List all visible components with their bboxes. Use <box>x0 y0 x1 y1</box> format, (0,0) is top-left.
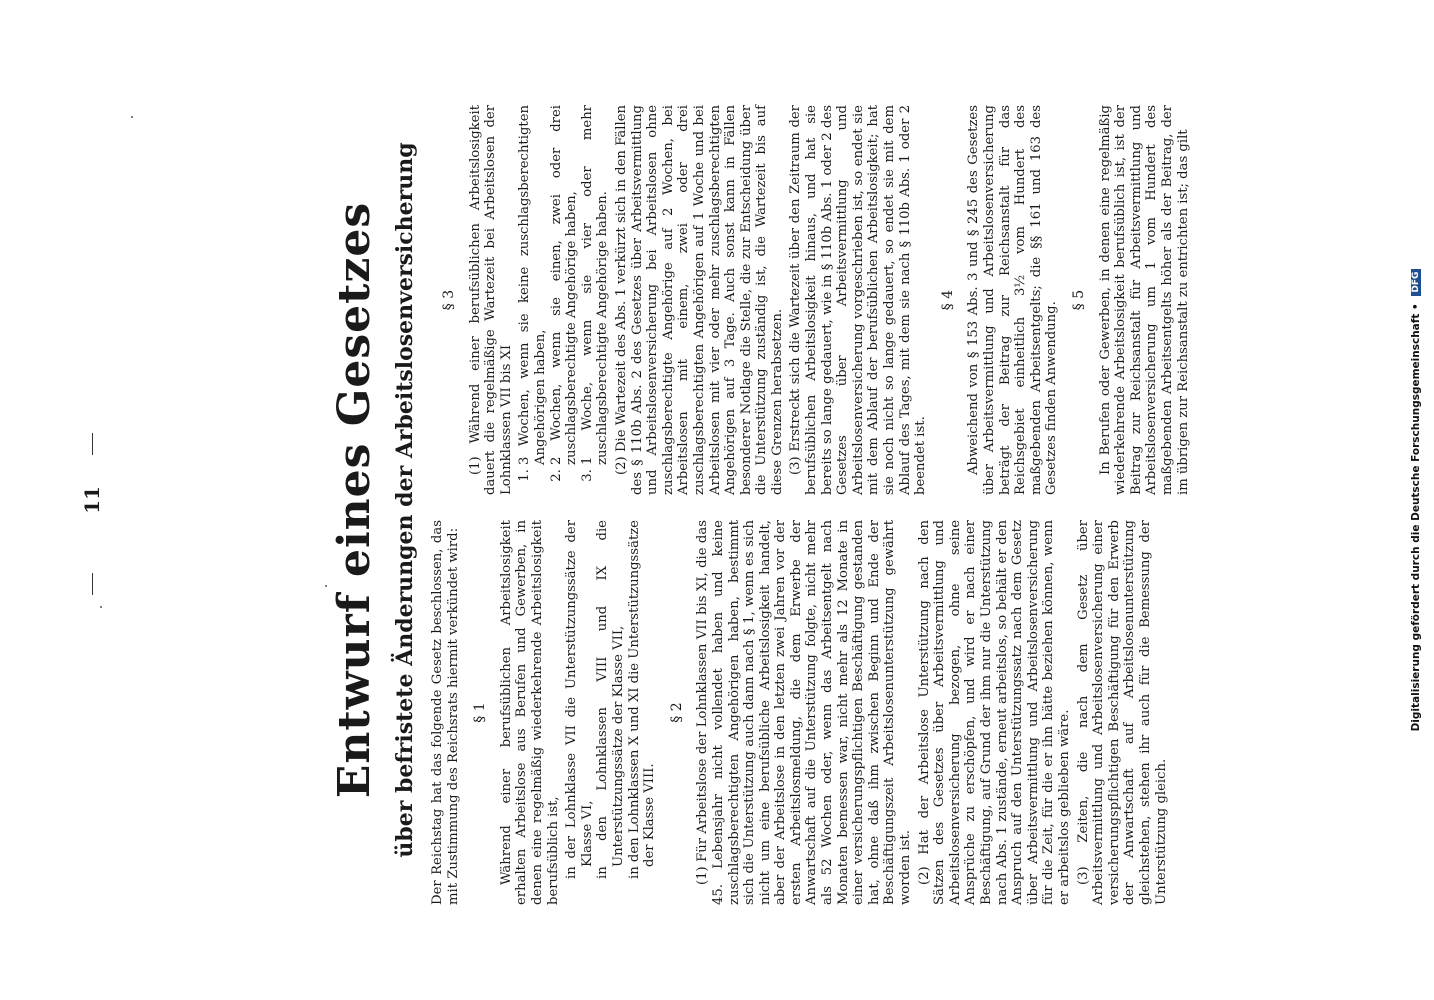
digitization-credit: Digitalisierung gefördert durch die Deutsche Forschungsgemeinschaft • DFG <box>1410 50 1422 950</box>
intro-paragraph: Der Reichstag hat das folgende Gesetz beschlossen, das mit Zustimmung des Reichsrats hiermit verkündet wird: <box>430 520 461 905</box>
page-number-dash-left <box>92 573 93 595</box>
list-item: 2. 2 Wochen, wenn sie einen, zwei oder drei zuschlagsberechtigte Angehörige haben, <box>549 105 580 465</box>
document-subtitle: über befristete Änderungen der Arbeitslosenversicherung <box>392 142 418 858</box>
section-2-paragraph-1: (1) Für Arbeitslose der Lohnklassen VII bis XI, die das 45. Lebensjahr nicht vollendet haben und keine zuschlagsberechtigten Angehörigen haben, bestimmt sich die Unterstützung auch dann nach § 1, wenn es sich nicht um eine berufsübliche Arbeitslosigkeit handelt, aber der Arbeitslose in den letzten zwei Jahren vor der ersten Arbeitslosmeldung, die dem Erwerbe der Anwartschaft auf die Unterstützung folgte, nicht mehr als 52 Wochen oder, wenn das Arbeitsentgelt nach Monaten bemessen war, nicht mehr als 12 Monate in einer versicherungspflichtigen Beschäftigung gestanden hat, ohne daß ihm zwischen Beginn und Ende der Beschäftigungszeit Arbeitslosenunterstützung gewährt worden ist. <box>695 520 914 905</box>
section-3-paragraph-1: (1) Während einer berufsüblichen Arbeitslosigkeit dauert die regelmäßige Wartezeit bei Arbeitslosen der Lohnklassen VII bis XI <box>467 105 514 495</box>
section-heading-4: § 4 <box>939 289 956 311</box>
section-2-paragraph-2: (2) Hat der Arbeitslose Unterstützung nach den Sätzen des Gesetzes über Arbeitsvermittlung und Arbeitslosenversicherung bezogen, ohne seine Ansprüche zu erschöpfen, und wird er nach einer Beschäftigung, auf Grund der ihm nur die Unterstützung nach Abs. 1 zustände, erneut arbeitslos, so behält er den Anspruch auf den Unterstützungssatz nach dem Gesetz über Arbeitsvermittlung und Arbeitslosenversicherung für die Zeit, für die er ihn hätte beziehen können, wenn er arbeitslos geblieben wäre. <box>916 520 1072 905</box>
section-4-paragraph: Abweichend von § 153 Abs. 3 und § 245 des Gesetzes über Arbeitsvermittlung und Arbeitslosenversicherung beträgt der Beitrag zur Reichsanstalt für das Reichsgebiet einheitlich 3½ vom Hundert des maßgebenden Arbeitsentgelts; die §§ 161 und 163 des Gesetzes finden Anwendung. <box>966 105 1060 495</box>
section-1-list <box>564 520 658 905</box>
section-5-paragraph: In Berufen oder Gewerben, in denen eine regelmäßig wiederkehrende Arbeitslosigkeit berufsüblich ist, ist der Beitrag zur Reichsanstalt für Arbeitsvermittlung und Arbeitslosenversicherung um 1 vom Hundert des maßgebenden Arbeitsentgelts höher als der Beitrag, der im übrigen zur Reichsanstalt zu entrichten ist; das gilt <box>1097 105 1191 495</box>
page-number-dash-right <box>92 433 93 455</box>
section-2-paragraph-3: (3) Zeiten, die nach dem Gesetz über Arbeitsvermittlung und Arbeitslosenversicherung einer versicherungspflichtigen Beschäftigung für den Erwerb der Anwartschaft auf Arbeitslosenunterstützung gleichstehen, stehen ihr auch für die Bemessung der Unterstützung gleich. <box>1075 520 1169 905</box>
list-item: 1. 3 Wochen, wenn sie keine zuschlagsberechtigten Angehörigen haben, <box>517 105 548 465</box>
dfg-logo: DFG <box>1411 269 1421 296</box>
section-3-list <box>517 105 611 495</box>
section-3-paragraph-2: (2) Die Wartezeit des Abs. 1 verkürzt sich in den Fällen des § 110b Abs. 2 des Gesetzes über Arbeitsvermittlung und Arbeitslosenversicherung bei Arbeitslosen ohne zuschlagsberechtigte Angehörige auf 2 Wochen, bei Arbeitslosen mit einem, zwei oder drei zuschlagsberechtigten Angehörigen auf 1 Woche und bei Arbeitslosen mit vier oder mehr zuschlagsberechtigten Angehörigen auf 3 Tage. Auch sonst kann in Fällen besonderer Notlage die Stelle, die zur Entscheidung über die Unterstützung zuständig ist, die Wartezeit bis auf diese Grenzen herabsetzen. <box>613 105 785 495</box>
list-item: in den Lohnklassen VIII und IX die Unterstützungssätze der Klasse VII, <box>595 520 626 879</box>
column-left <box>430 520 1172 905</box>
section-heading-5: § 5 <box>1070 289 1087 311</box>
section-heading-3: § 3 <box>441 289 457 311</box>
list-item: in der Lohnklasse VII die Unterstützungssätze der Klasse VI, <box>564 520 595 879</box>
page-number: 11 <box>80 486 104 514</box>
column-right <box>430 105 1194 495</box>
section-heading-2: § 2 <box>668 702 685 723</box>
list-item: in den Lohnklassen X und XI die Unterstützungssätze der Klasse VIII. <box>626 520 658 879</box>
document-title: Entwurf eines Gesetzes <box>329 201 380 799</box>
section-1-paragraph: Während einer berufsüblichen Arbeitslosigkeit erhalten Arbeitslose aus Berufen und Gewerben, in denen eine regelmäßig wiederkehrende Arbeitslosigkeit berufsüblich ist, <box>498 520 561 905</box>
section-3-paragraph-3: (3) Erstreckt sich die Wartezeit über den Zeitraum der berufsüblichen Arbeitslosigkeit hinaus, und hat sie bereits so lange gedauert, wie in § 110b Abs. 1 oder 2 des Gesetzes über Arbeitsvermittlung und Arbeitslosenversicherung vorgeschrieben ist, so endet sie mit dem Ablauf der berufsüblichen Arbeitslosigkeit; hat sie noch nicht so lange gedauert, so endet sie mit dem Ablauf des Tages, mit dem sie nach § 110b Abs. 1 oder 2 beendet ist. <box>788 105 929 495</box>
credit-text: Digitalisierung gefördert durch die Deutsche Forschungsgemeinschaft <box>1410 313 1422 732</box>
section-heading-1: § 1 <box>472 702 489 723</box>
list-item: 3. 1 Woche, wenn sie vier oder mehr zuschlagsberechtigte Angehörige haben. <box>580 105 611 465</box>
